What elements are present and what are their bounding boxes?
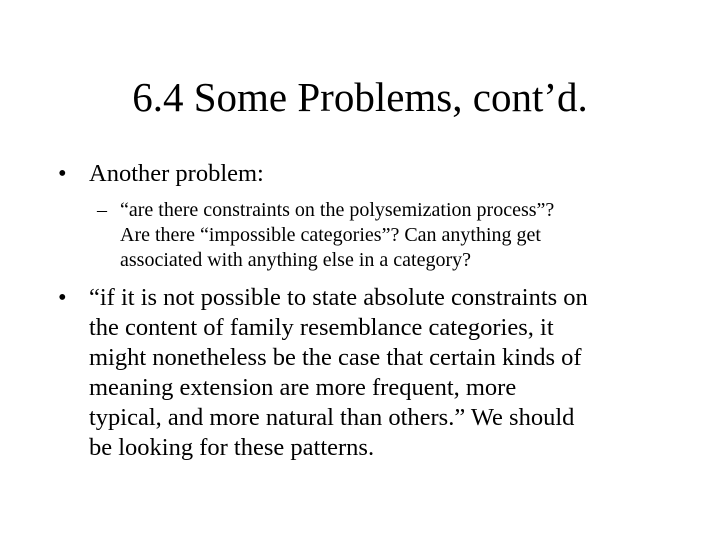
bullet-text-line: be looking for these patterns. <box>89 434 375 461</box>
bullet-text-line: might nonetheless be the case that certain kinds of <box>89 344 582 371</box>
sub-bullet-text-line: associated with anything else in a category? <box>120 249 471 271</box>
sub-bullet-text-line: “are there constraints on the polysemization process”? <box>120 199 555 221</box>
bullet-text-line: typical, and more natural than others.” We should <box>89 404 575 431</box>
slide-title: 6.4 Some Problems, cont’d. <box>132 74 588 120</box>
bullet-text-line: “if it is not possible to state absolute constraints on <box>89 284 588 311</box>
bullet-marker: • <box>58 160 67 187</box>
bullet-text-line: Another problem: <box>89 160 264 187</box>
bullet-text-line: the content of family resemblance categories, it <box>89 314 554 341</box>
sub-bullet-text-line: Are there “impossible categories”? Can anything get <box>120 224 541 246</box>
bullet-marker: • <box>58 284 67 311</box>
bullet-text-line: meaning extension are more frequent, more <box>89 374 517 401</box>
sub-bullet-marker: – <box>97 199 107 221</box>
